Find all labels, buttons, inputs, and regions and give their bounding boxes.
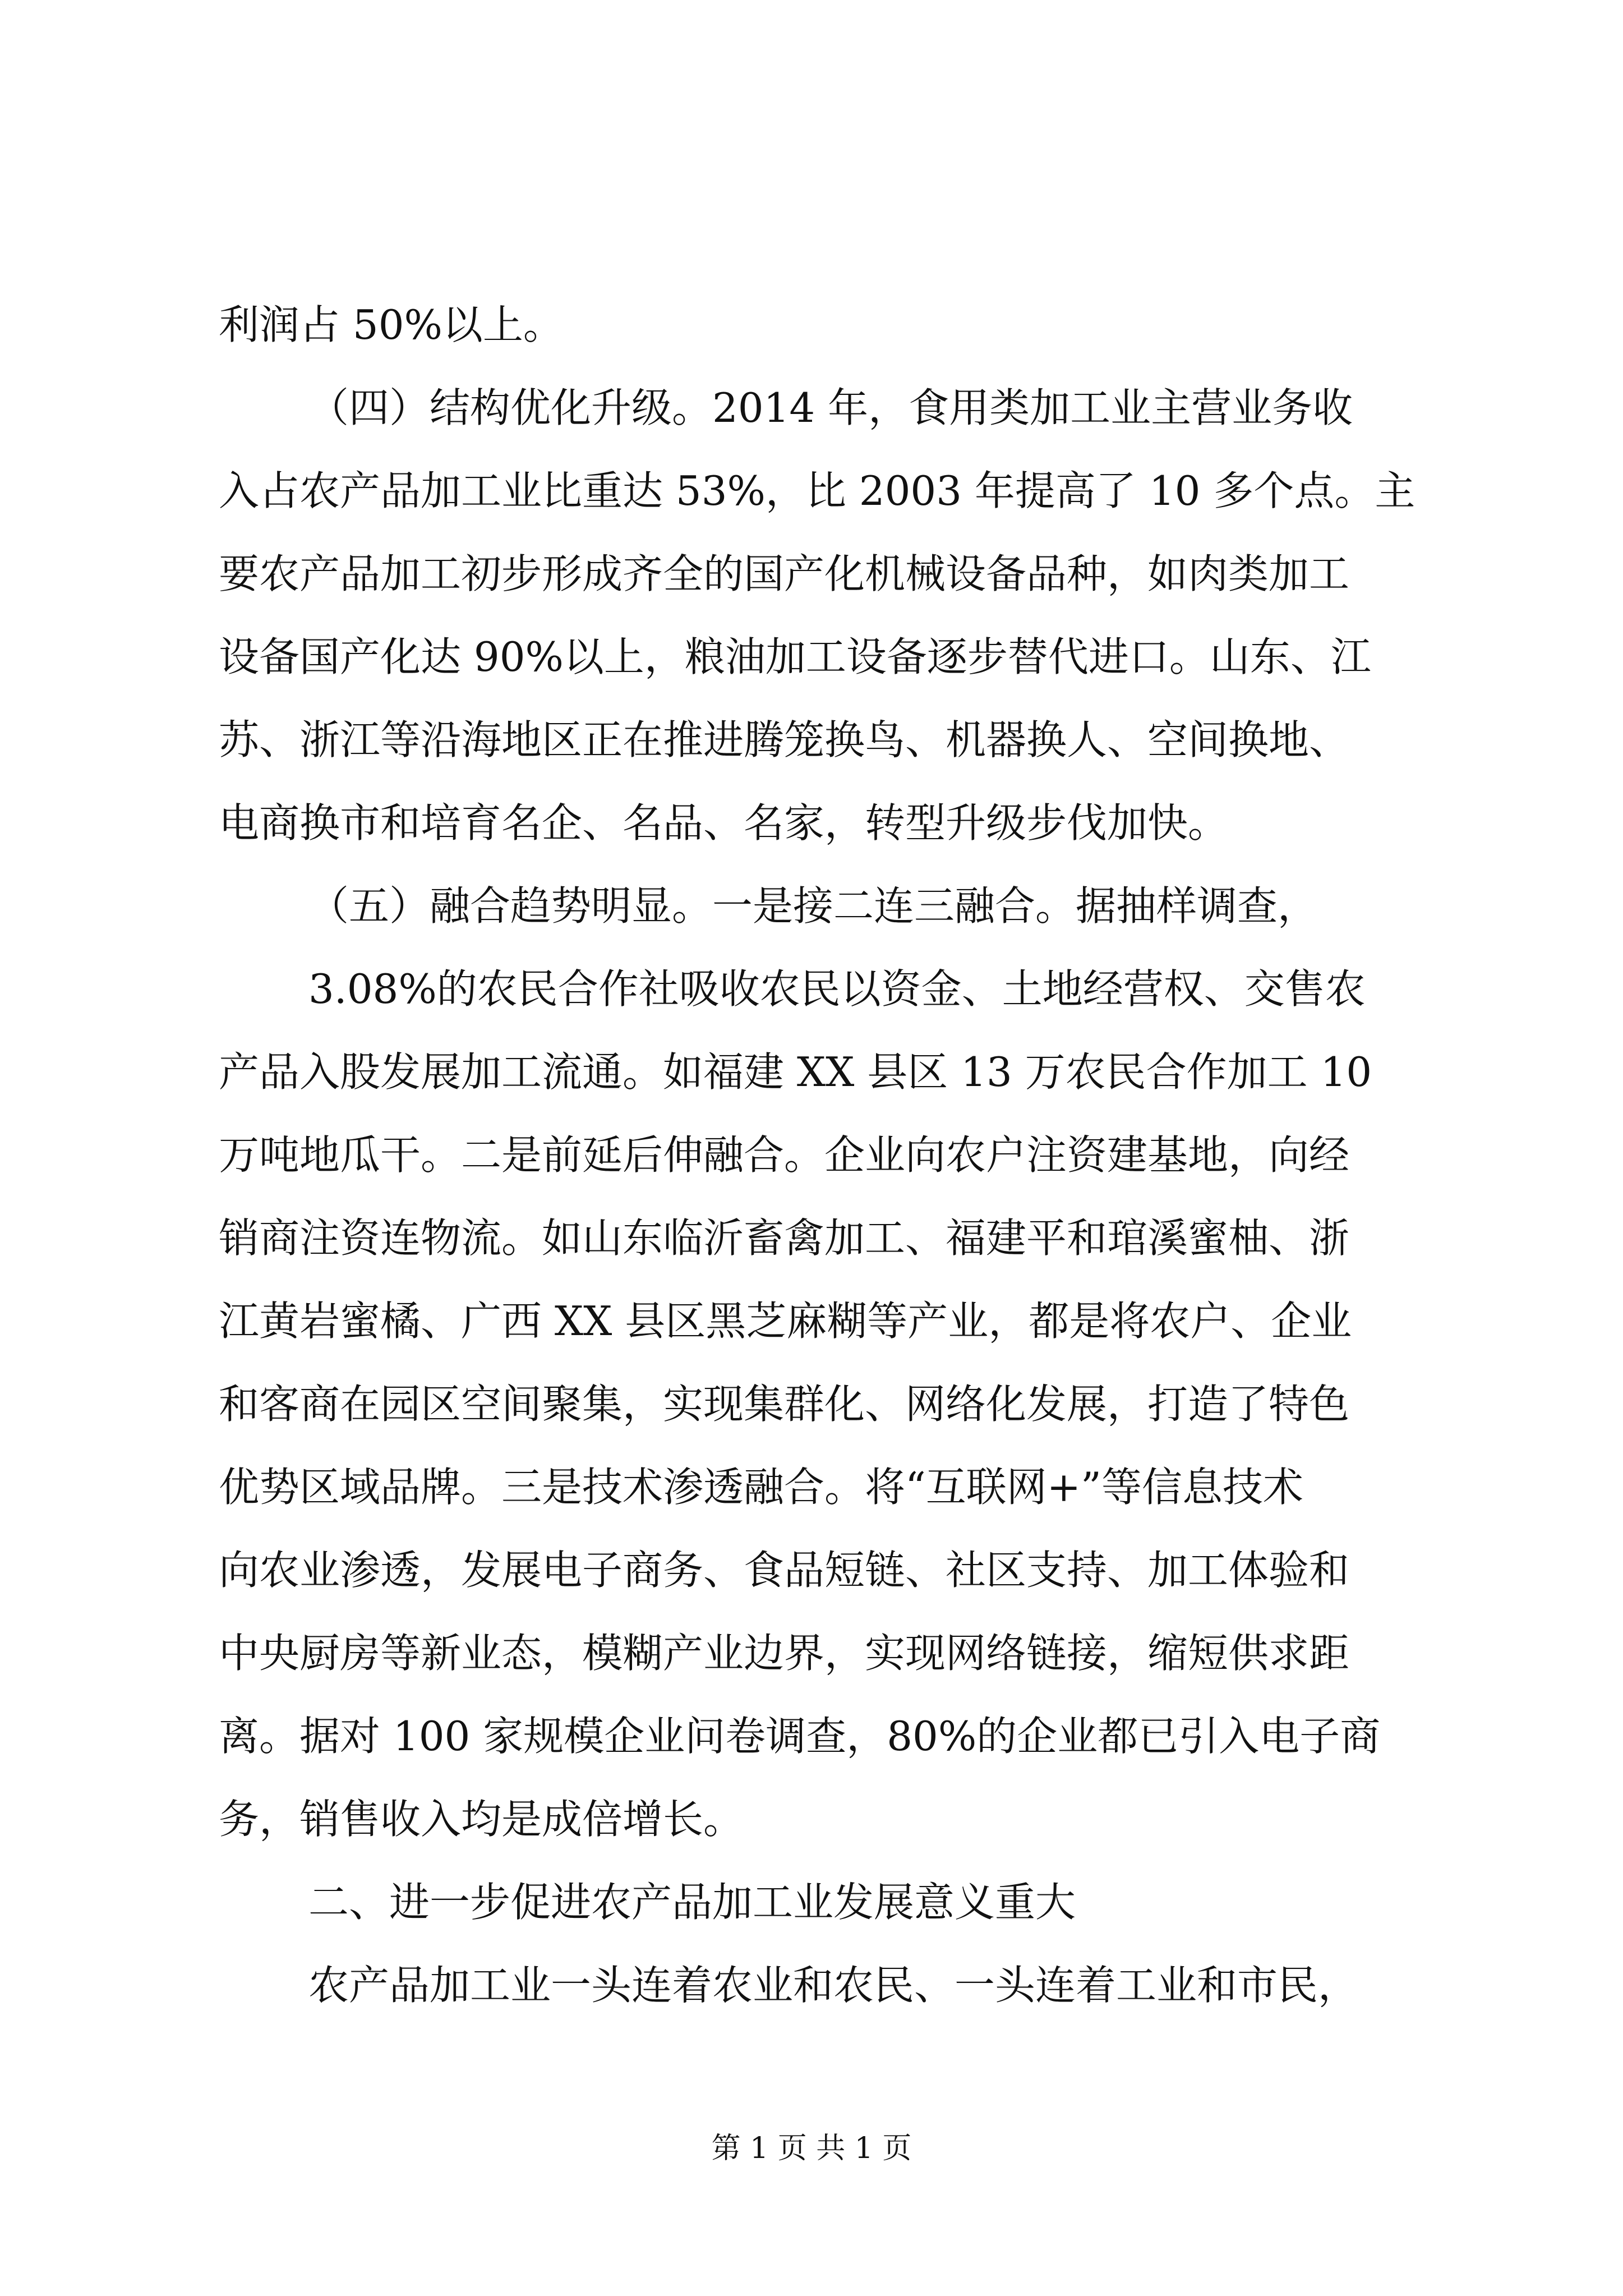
text-line: 苏、浙江等沿海地区正在推进腾笼换鸟、机器换人、空间换地、 [219,716,1350,763]
text-line: 要农产品加工初步形成齐全的国产化机械设备品种，如肉类加工 [219,550,1350,597]
text-line: 和客商在园区空间聚集，实现集群化、网络化发展，打造了特色 [219,1381,1350,1428]
section-two-heading: 二、进一步促进农产品加工业发展意义重大 [308,1879,1076,1926]
section-four-heading-line: （四）结构优化升级。2014 年，食用类加工业主营业务收 [308,384,1353,431]
text-line: 向农业渗透，发展电子商务、食品短链、社区支持、加工体验和 [219,1547,1350,1594]
section-five-heading-line: （五）融合趋势明显。一是接二连三融合。据抽样调查， [308,882,1318,930]
text-line: 3.08%的农民合作社吸收农民以资金、土地经营权、交售农 [308,965,1366,1013]
text-line: 万吨地瓜干。二是前延后伸融合。企业向农户注资建基地，向经 [219,1131,1350,1179]
text-line: 务，销售收入均是成倍增长。 [219,1796,744,1843]
document-body [219,283,1424,2027]
page-footer: 第 1 页 共 1 页 [711,2132,912,2165]
text-line: 利润占 50%以上。 [219,301,564,348]
text-line: 中央厨房等新业态，模糊产业边界，实现网络链接，缩短供求距 [219,1630,1350,1677]
text-line: 入占农产品加工业比重达 53%，比 2003 年提高了 10 多个点。主 [219,467,1415,514]
text-line: 产品入股发展加工流通。如福建 XX 县区 13 万农民合作加工 10 [219,1048,1372,1096]
text-line: 优势区域品牌。三是技术渗透融合。将“互联网+”等信息技术 [219,1464,1303,1511]
text-line: 电商换市和培育名企、名品、名家，转型升级步伐加快。 [219,799,1229,846]
text-line: 江黄岩蜜橘、广西 XX 县区黑芝麻糊等产业，都是将农户、企业 [219,1297,1352,1345]
text-line: 农产品加工业一头连着农业和农民、一头连着工业和市民， [308,1962,1359,2009]
text-line: 离。据对 100 家规模企业问卷调查，80%的企业都已引入电子商 [219,1713,1381,1760]
text-line: 销商注资连物流。如山东临沂畜禽加工、福建平和琯溪蜜柚、浙 [219,1214,1350,1262]
text-line: 设备国产化达 90%以上，粮油加工设备逐步替代进口。山东、江 [219,633,1371,680]
